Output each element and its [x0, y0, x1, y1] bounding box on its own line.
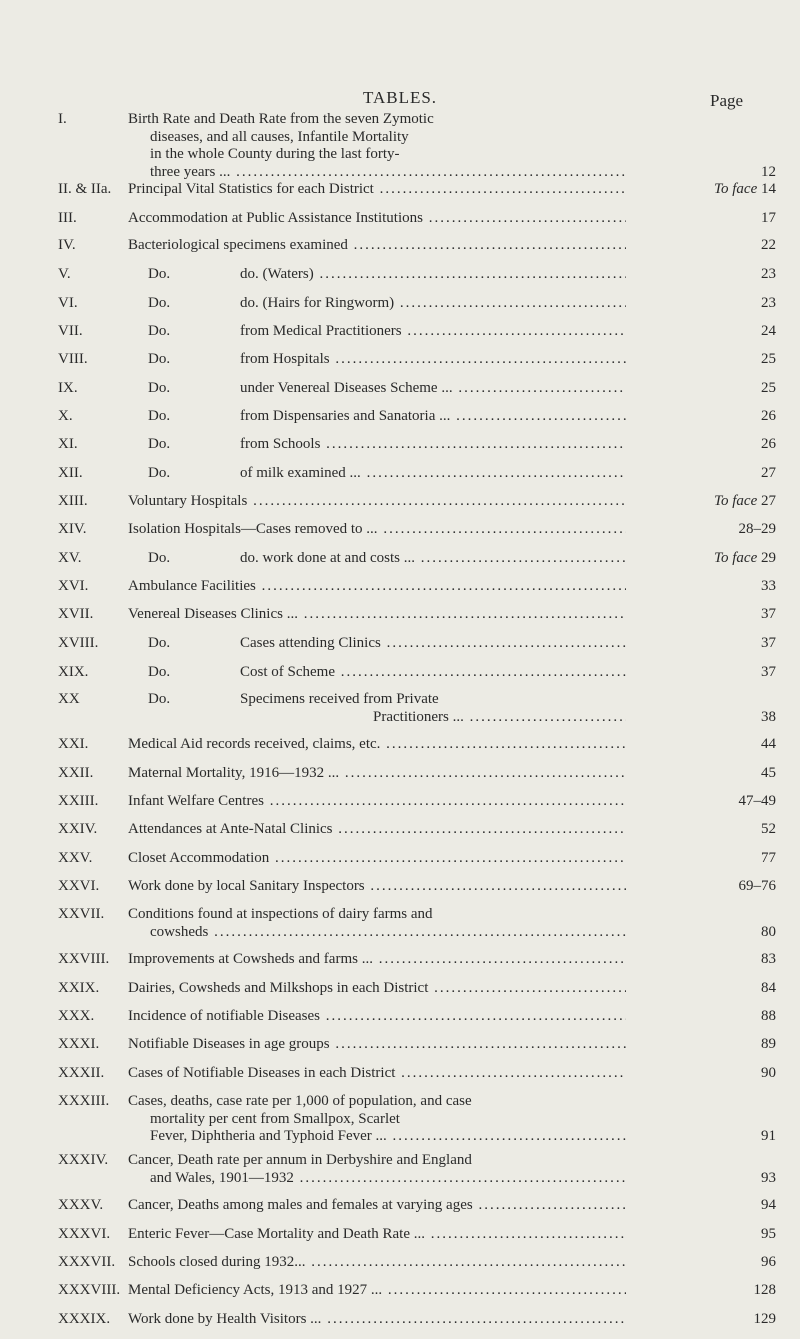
description-line: Conditions found at inspections of dairy farms and: [128, 906, 433, 922]
page-number: [761, 821, 776, 838]
table-number: XX: [58, 691, 80, 707]
page-number: [761, 465, 776, 482]
table-number: VI.: [58, 295, 78, 311]
table-number: IV.: [58, 237, 76, 253]
page-value: 129: [753, 1311, 776, 1327]
description-line: Maternal Mortality, 1916—1932 ... .....: [128, 765, 626, 783]
table-number: XXXIV.: [58, 1152, 109, 1168]
table-number: III.: [58, 210, 77, 226]
ditto-label: Do.: [148, 295, 171, 311]
table-number: XII.: [58, 465, 83, 481]
page-number: [761, 951, 776, 968]
description-text: of milk examined ...: [240, 465, 361, 481]
table-number: XXIX.: [58, 980, 100, 996]
table-number: XXII.: [58, 765, 94, 781]
page-number: [761, 578, 776, 595]
description-line: Accommodation at Public Assistance Institutions .....: [128, 210, 626, 228]
table-description: [128, 351, 626, 369]
page-value: 37: [761, 635, 776, 651]
table-description: [128, 380, 626, 398]
ditto-label: Do.: [148, 266, 171, 282]
page-number: [761, 351, 776, 368]
page-value: 80: [761, 923, 776, 940]
page-value: 24: [761, 323, 776, 339]
table-number: XIV.: [58, 521, 87, 537]
page-value: 14: [761, 181, 776, 197]
page-value: 91: [761, 1128, 776, 1144]
table-number: XXX.: [58, 1008, 95, 1024]
page-value: 95: [761, 1226, 776, 1242]
table-number: XXXVII.: [58, 1254, 116, 1270]
table-description: [128, 793, 626, 811]
page-value: 12: [761, 163, 776, 180]
page-number: [761, 380, 776, 397]
description-line: Schools closed during 1932... .....: [128, 1254, 626, 1272]
table-number: XXXI.: [58, 1036, 100, 1052]
page-value: 93: [761, 1169, 776, 1186]
ditto-label: Do.: [148, 351, 171, 367]
page-number: [761, 436, 776, 453]
table-number: V.: [58, 266, 71, 282]
table-description: [128, 266, 626, 284]
description-line: Voluntary Hospitals .....: [128, 493, 626, 511]
table-number: XV.: [58, 550, 82, 566]
description-line: Cases, deaths, case rate per 1,000 of population, and case: [128, 1093, 472, 1109]
table-description: [128, 850, 626, 868]
page-number: [761, 709, 776, 726]
table-description: [128, 210, 626, 228]
page-number: [714, 493, 776, 510]
page-value: 33: [761, 578, 776, 594]
table-description: [128, 521, 626, 539]
description-line: Practitioners ... .....: [128, 709, 626, 727]
table-description: [128, 1036, 626, 1054]
table-description: [128, 408, 626, 426]
page-column-label: Page: [710, 91, 744, 110]
page-value: 38: [761, 708, 776, 725]
to-face-label: To face: [714, 550, 758, 566]
description-line: in the whole County during the last forty-: [150, 146, 400, 162]
ditto-label: Do.: [148, 408, 171, 424]
page-title: TABLES.: [362, 88, 438, 107]
description-line: Cancer, Deaths among males and females at varying ages .....: [128, 1197, 626, 1215]
table-number: XXXV.: [58, 1197, 104, 1213]
description-text: Specimens received from Private: [240, 691, 439, 707]
description-text: Cost of Scheme: [240, 664, 335, 680]
page-number: [761, 1254, 776, 1271]
page-number: [761, 323, 776, 340]
page-value: 22: [761, 237, 776, 253]
table-number: XVI.: [58, 578, 89, 594]
page-number: [761, 1008, 776, 1025]
page-number: [761, 1170, 776, 1187]
table-description: [128, 635, 626, 653]
page-value: 44: [761, 736, 776, 752]
description-line: Infant Welfare Centres .....: [128, 793, 626, 811]
page-number: [761, 266, 776, 283]
description-line: Ambulance Facilities .....: [128, 578, 626, 596]
page-value: 84: [761, 980, 776, 996]
page-number: [761, 850, 776, 867]
table-description: [128, 1008, 626, 1026]
page-number: [761, 237, 776, 254]
page-number: [761, 210, 776, 227]
page-number: [754, 1282, 777, 1299]
page-number: [761, 664, 776, 681]
description-line: diseases, and all causes, Infantile Mortality: [150, 128, 409, 145]
table-description: [128, 1152, 626, 1187]
page-value: 27: [761, 493, 776, 509]
page-number: [761, 924, 776, 941]
table-number: XXIV.: [58, 821, 98, 837]
description-text: do. work done at and costs ...: [240, 550, 415, 566]
table-description: [128, 465, 626, 483]
table-description: [128, 821, 626, 839]
description-line: and Wales, 1901—1932 .....: [128, 1170, 626, 1188]
description-line: Dairies, Cowsheds and Milkshops in each District .....: [128, 980, 626, 998]
table-number: XXV.: [58, 850, 93, 866]
page-value: 29: [761, 550, 776, 566]
table-number: XXXVIII.: [58, 1282, 121, 1298]
description-line: Improvements at Cowsheds and farms ... .....: [128, 951, 626, 969]
table-description: [128, 323, 626, 341]
description-line: Work done by Health Visitors ... .....: [128, 1311, 626, 1329]
page-value: 25: [761, 380, 776, 396]
page-number: [714, 181, 776, 198]
table-number: XXXIII.: [58, 1093, 110, 1109]
description-line: Cases of Notifiable Diseases in each District .....: [128, 1065, 626, 1083]
description-line: Isolation Hospitals—Cases removed to ... .....: [128, 521, 626, 539]
page-value: 26: [761, 436, 776, 452]
ditto-label: Do.: [148, 550, 171, 566]
page-number: [761, 736, 776, 753]
page-value: 27: [761, 465, 776, 481]
table-description: [128, 295, 626, 313]
description-line: cowsheds .....: [128, 924, 626, 942]
page-value: 128: [753, 1282, 776, 1298]
table-number: X.: [58, 408, 73, 424]
page-number: [761, 980, 776, 997]
table-description: [128, 237, 626, 255]
description-line: Cancer, Death rate per annum in Derbyshire and England: [128, 1152, 472, 1168]
description-line: mortality per cent from Smallpox, Scarlet: [150, 1110, 400, 1127]
page-value: 88: [761, 1008, 776, 1024]
description-line: Closet Accommodation .....: [128, 850, 626, 868]
table-description: [128, 736, 626, 754]
page-number: [761, 1036, 776, 1053]
table-description: [128, 1065, 626, 1083]
table-number: XXXVI.: [58, 1226, 111, 1242]
page-value: 25: [761, 351, 776, 367]
page-value: 77: [761, 850, 776, 866]
description-line: Incidence of notifiable Diseases .....: [128, 1008, 626, 1026]
table-number: VIII.: [58, 351, 88, 367]
page-value: 17: [761, 210, 776, 226]
table-number: XXVIII.: [58, 951, 110, 967]
page-value: 52: [761, 821, 776, 837]
page-number: [761, 295, 776, 312]
table-number: XIX.: [58, 664, 89, 680]
table-description: [128, 493, 626, 511]
description-line: Venereal Diseases Clinics ... .....: [128, 606, 626, 624]
page-value: 89: [761, 1036, 776, 1052]
table-number: XXVI.: [58, 878, 100, 894]
table-number: VII.: [58, 323, 83, 339]
page-value: 47–49: [738, 793, 776, 809]
description-text: from Dispensaries and Sanatoria ...: [240, 408, 451, 424]
description-text: Cases attending Clinics: [240, 635, 381, 651]
table-description: [128, 691, 626, 726]
page-number: [754, 1311, 777, 1328]
table-number: XVIII.: [58, 635, 99, 651]
description-line: three years ... .....: [128, 164, 626, 182]
page-number: [761, 635, 776, 652]
description-text: from Medical Practitioners: [240, 323, 402, 339]
table-number: XXXIX.: [58, 1311, 111, 1327]
description-text: do. (Hairs for Ringworm): [240, 295, 395, 311]
page-value: 28–29: [738, 521, 776, 537]
page-value: 96: [761, 1254, 776, 1270]
table-description: [128, 111, 626, 181]
description-line: Principal Vital Statistics for each District .....: [128, 181, 626, 199]
description-line: Birth Rate and Death Rate from the seven Zymotic: [128, 111, 434, 127]
page-number: [761, 1065, 776, 1082]
description-line: Bacteriological specimens examined .....: [128, 237, 626, 255]
description-line: Medical Aid records received, claims, etc. .....: [128, 736, 626, 754]
table-description: [128, 1197, 626, 1215]
page-number: [739, 521, 777, 538]
table-number: XXIII.: [58, 793, 99, 809]
table-description: [128, 951, 626, 969]
page-value: 69–76: [738, 878, 776, 894]
page-value: 83: [761, 951, 776, 967]
table-description: [128, 664, 626, 682]
page-number: [761, 1197, 776, 1214]
table-description: [128, 436, 626, 454]
page-value: 23: [761, 266, 776, 282]
table-number: XXI.: [58, 736, 89, 752]
page-value: 45: [761, 765, 776, 781]
table-description: [128, 878, 626, 896]
description-line: Attendances at Ante-Natal Clinics .....: [128, 821, 626, 839]
ditto-label: Do.: [148, 635, 171, 651]
description-text: from Hospitals: [240, 351, 330, 367]
description-text: from Schools: [240, 436, 321, 452]
description-text: do. (Waters): [240, 266, 314, 282]
table-description: [128, 550, 626, 568]
table-number: XXVII.: [58, 906, 105, 922]
table-description: [128, 1282, 626, 1300]
description-line: Enteric Fever—Case Mortality and Death Rate ... .....: [128, 1226, 626, 1244]
ditto-label: Do.: [148, 691, 171, 707]
table-number: XI.: [58, 436, 78, 452]
table-description: [128, 1093, 626, 1146]
table-description: [128, 606, 626, 624]
to-face-label: To face: [714, 493, 758, 509]
page-number: [761, 1226, 776, 1243]
description-line: Work done by local Sanitary Inspectors .....: [128, 878, 626, 896]
ditto-label: Do.: [148, 380, 171, 396]
page-value: 90: [761, 1065, 776, 1081]
description-line: Fever, Diphtheria and Typhoid Fever ... .....: [128, 1128, 626, 1146]
page-number: [739, 793, 777, 810]
page-value: 37: [761, 606, 776, 622]
page-value: 94: [761, 1197, 776, 1213]
table-description: [128, 980, 626, 998]
page-number: [761, 606, 776, 623]
table-description: [128, 1311, 626, 1329]
ditto-label: Do.: [148, 323, 171, 339]
description-line: Mental Deficiency Acts, 1913 and 1927 ... .....: [128, 1282, 626, 1300]
table-description: [128, 765, 626, 783]
page-number: [761, 765, 776, 782]
ditto-label: Do.: [148, 436, 171, 452]
table-number: I.: [58, 111, 67, 127]
page-number: [761, 1128, 776, 1145]
page-value: 23: [761, 295, 776, 311]
page-number: [714, 550, 776, 567]
ditto-label: Do.: [148, 664, 171, 680]
description-line: Notifiable Diseases in age groups .....: [128, 1036, 626, 1054]
table-description: [128, 1254, 626, 1272]
description-text: under Venereal Diseases Scheme ...: [240, 380, 453, 396]
page-value: 26: [761, 408, 776, 424]
page-number: [761, 408, 776, 425]
to-face-label: To face: [714, 181, 758, 197]
table-number: XIII.: [58, 493, 88, 509]
table-number: XXXII.: [58, 1065, 105, 1081]
page-number: [739, 878, 777, 895]
ditto-label: Do.: [148, 465, 171, 481]
table-number: IX.: [58, 380, 78, 396]
table-description: [128, 906, 626, 941]
table-description: [128, 1226, 626, 1244]
table-description: [128, 181, 626, 199]
table-description: [128, 578, 626, 596]
table-number: XVII.: [58, 606, 94, 622]
page-number: [761, 164, 776, 181]
table-number: II. & IIa.: [58, 181, 112, 197]
page-value: 37: [761, 664, 776, 680]
